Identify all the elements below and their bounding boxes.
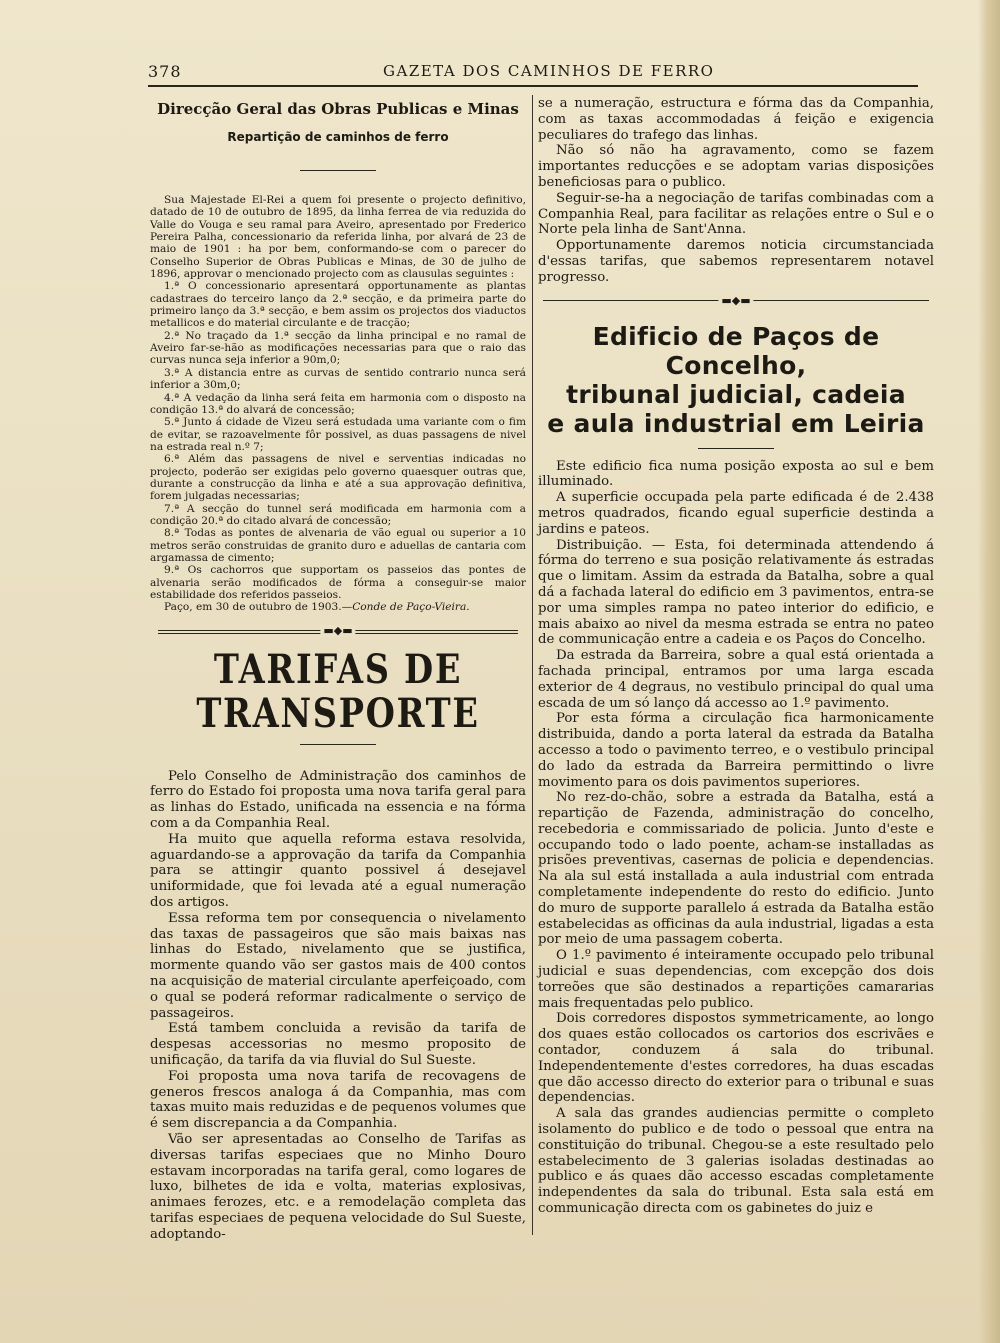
decree-clause: 7.ª A secção do tunnel será modificada em harmonia com a condição 20.ª do citado alvará de concessão;	[150, 502, 526, 527]
short-rule	[698, 448, 774, 449]
edificio-title-line: tribunal judicial, cadeia	[566, 379, 906, 409]
edificio-paragraph: O 1.º pavimento é inteiramente occupado pelo tribunal judicial e suas dependencias, com excepção dos dois torreões que são destinados a repartições camararias mais frequentadas pelo publico.	[538, 948, 934, 1011]
decree-signature: Conde de Paço-Vieira.	[352, 601, 470, 614]
tarifas-paragraph: Ha muito que aquella reforma estava resolvida, aguardando-se a approvação da tarifa da Companhia para se attingir quanto possivel á desejavel uniformidade, que foi levada até a egual numeração dos artigos.	[150, 831, 526, 911]
page-number: 378	[148, 62, 182, 81]
edificio-paragraph: Dois corredores dispostos symmetricamente, ao longo dos quaes estão collocados os cartorios dos escrivães e contador, conduzem á sala do tribunal. Independentemente d'estes corredores, ha duas escadas que dão accesso directo do exterior para o tribunal e suas dependencias.	[538, 1011, 934, 1106]
tarifas-paragraph: Pelo Conselho de Administração dos caminhos de ferro do Estado foi proposta uma nova tarifa geral para as linhas do Estado, unificada na essencia e na fórma com a da Companhia Real.	[150, 768, 526, 832]
tarifas-continuation	[538, 96, 934, 286]
left-column	[150, 96, 526, 1243]
short-rule	[300, 170, 376, 171]
decree-subtitle: Repartição de caminhos de ferro	[227, 130, 449, 144]
header-rule	[148, 85, 918, 87]
decree-clause: 4.ª A vedação da linha será feita em harmonia com o disposto na condição 13.ª do alvará de concessão;	[150, 391, 526, 416]
decree-intro: Sua Majestade El-Rei a quem foi presente o projecto definitivo, datado de 10 de outubro de 1895, da linha ferrea de via reduzida do Valle do Vouga e seu ramal para Aveiro, apresentado por Frederico Pereira Palha, concessionario da referida linha, por alvará de 23 de maio de 1901 : ha por bem, conformando-se com o parecer do Conselho Superior de Obras Publicas e Minas, de 30 de julho de 1896, approvar o mencionado projecto com as clausulas seguintes :	[150, 194, 526, 281]
decree-clause: 6.ª Além das passagens de nivel e serventias indicadas no projecto, poderão ser exigidas pelo governo quaesquer outras que, durante a construcção da linha e até a sua approvação definitiva, forem julgadas necessarias;	[150, 453, 526, 503]
tarifas-paragraph: Vão ser apresentadas ao Conselho de Tarifas as diversas tarifas especiaes que no Minho Douro estavam incorporadas na tarifa geral, como logares de luxo, bilhetes de ida e volta, materias explosivas, animaes ferozes, etc. e a remodelação completa das tarifas especiaes de pequena velocidade do Sul Sueste, adoptando-	[150, 1132, 526, 1242]
decree-clause: 2.ª No traçado da 1.ª secção da linha principal e no ramal de Aveiro far-se-hão as modificações necessarias para que o raio das curvas nunca seja inferior a 90m,0;	[150, 329, 526, 367]
tarifas-continuation-paragraph: Seguir-se-ha a negociação de tarifas combinadas com a Companhia Real, para facilitar as relações entre o Sul e o Norte pela linha de Sant'Anna.	[538, 190, 934, 238]
section-ornament	[543, 294, 929, 308]
decree-title: Direcção Geral das Obras Publicas e Minas	[157, 100, 519, 118]
tarifas-continuation-paragraph: se a numeração, estructura e fórma das da Companhia, com as taxas accommodadas á feição e exigencia peculiares do trafego das linhas.	[538, 96, 934, 143]
ornament-icon: ▬◆▬	[320, 625, 355, 637]
tarifas-paragraph: Foi proposta uma nova tarifa de recovagens de generos frescos analoga á da Companhia, mas com taxas muito mais reduzidas e de pequenos volumes que é sem discrepancia a da Companhia.	[150, 1068, 526, 1132]
decree-body	[150, 194, 526, 614]
edificio-paragraph: A sala das grandes audiencias permitte o completo isolamento do publico e de todo o pessoal que entra na constituição do tribunal. Chegou-se a este resultado pelo estabelecimento de 3 galerias isoladas destinadas ao publico e ás quaes dão accesso escadas completamente independentes da sala do tribunal. Esta sala está em communicação directa com os gabinetes do juiz e	[538, 1106, 934, 1217]
decree-clause: 3.ª A distancia entre as curvas de sentido contrario nunca será inferior a 30m,0;	[150, 366, 526, 392]
tarifas-title: TARIFAS DE TRANSPORTE	[196, 645, 480, 737]
edificio-paragraph: Da estrada da Barreira, sobre a qual está orientada a fachada principal, entramos por uma larga escada exterior de 4 degraus, no vestibulo principal do qual uma escada de um só lanço dá accesso ao 1.º pavimento.	[538, 648, 934, 711]
decree-clause: 8.ª Todas as pontes de alvenaria de vão egual ou superior a 10 metros serão construidas de granito duro e aduellas de cantaria com argamassa de cimento;	[150, 527, 526, 564]
section-ornament	[158, 624, 518, 638]
running-title: GAZETA DOS CAMINHOS DE FERRO	[383, 62, 715, 80]
edificio-paragraph: Este edificio fica numa posição exposta ao sul e bem illuminado.	[538, 458, 934, 490]
decree-clause: 5.ª Junto á cidade de Vizeu será estudada uma variante com o fim de evitar, se razoavelmente fôr possivel, as duas passagens de nivel na estrada real n.º 7;	[150, 416, 526, 453]
page-header	[148, 62, 918, 84]
tarifas-paragraph: Está tambem concluida a revisão da tarifa de despesas accessorias no mesmo proposito de unificação, da tarifa da via fluvial do Sul Sueste.	[150, 1021, 526, 1069]
decree-closing-place: Paço, em 30 de outubro de 1903.—	[164, 601, 353, 614]
tarifas-continuation-paragraph: Opportunamente daremos noticia circumstanciada d'essas tarifas, que sabemos representarem notavel progresso.	[538, 238, 934, 285]
edificio-paragraph: Por esta fórma a circulação fica harmonicamente distribuida, dando a porta lateral da estrada da Batalha accesso a todo o pavimento terreo, e o vestibulo principal do lado da estrada da Barreira permittindo o livre movimento para os dois pavimentos superiores.	[538, 711, 934, 790]
ornament-icon: ▬◆▬	[718, 295, 753, 307]
edificio-paragraph: No rez-do-chão, sobre a estrada da Batalha, está a repartição de Fazenda, administração do concelho, recebedoria e commissariado de policia. Junto d'este e occupando todo o lado poente, acham-se installadas as prisões preventivas, casernas de policia e dependencias. Na ala sul está installada a aula industrial com entrada completamente independente do resto do edificio. Junto do muro de supporte parallelo á estrada da Batalha estão estabelecidas as officinas da aula industrial, ligadas a esta por meio de uma passagem coberta.	[538, 790, 934, 948]
tarifas-paragraph: Essa reforma tem por consequencia o nivelamento das taxas de passageiros que são mais baixas nas linhas do Estado, nivelamento que se justifica, mormente quando vão ser gastos mais de 400 contos na acquisição de material circulante aperfeiçoado, com o qual se poderá reformar radicalmente o serviço de passageiros.	[150, 910, 526, 1021]
decree-closing	[150, 601, 526, 613]
edificio-body	[538, 459, 934, 1217]
edificio-paragraph: A superficie occupada pela parte edificada é de 2.438 metros quadrados, ficando egual superficie destinda a jardins e pateos.	[538, 490, 934, 537]
tarifas-body	[150, 769, 526, 1243]
column-divider	[532, 95, 533, 1235]
short-rule	[300, 744, 376, 745]
tarifas-continuation-paragraph: Não só não ha agravamento, como se fazem importantes reducções e se adoptam varias disposições beneficiosas para o publico.	[538, 143, 934, 190]
decree-clause: 9.ª Os cachorros que supportam os passeios das pontes de alvenaria serão modificados de fórma a conseguir-se maior estabilidade dos referidos passeios.	[150, 564, 526, 601]
page-edge	[978, 0, 1000, 1343]
edificio-paragraph: Distribuição. — Esta, foi determinada attendendo á fórma do terreno e sua posição relativamente ás estradas que o limitam. Assim da estrada da Batalha, sobre a qual dá a fachada lateral do edificio em 3 pavimentos, entra-se por uma simples rampa no pateo interior do edificio, e mais abaixo ao nivel da mesma estrada se entra no pateo de communicação entre a cadeia e os Paços do Concelho.	[538, 537, 934, 648]
decree-clause: 1.ª O concessionario apresentará opportunamente as plantas cadastraes do terceiro lanço da 2.ª secção, e da primeira parte do primeiro lanço da 3.ª secção, e bem assim os projectos dos viaductos metallicos e do material circulante e de tracção;	[150, 280, 526, 330]
right-column	[538, 96, 934, 1217]
edificio-title	[538, 322, 934, 438]
edificio-title-line: Edificio de Paços de Concelho,	[592, 321, 880, 380]
edificio-title-line: e aula industrial em Leiria	[547, 408, 925, 438]
